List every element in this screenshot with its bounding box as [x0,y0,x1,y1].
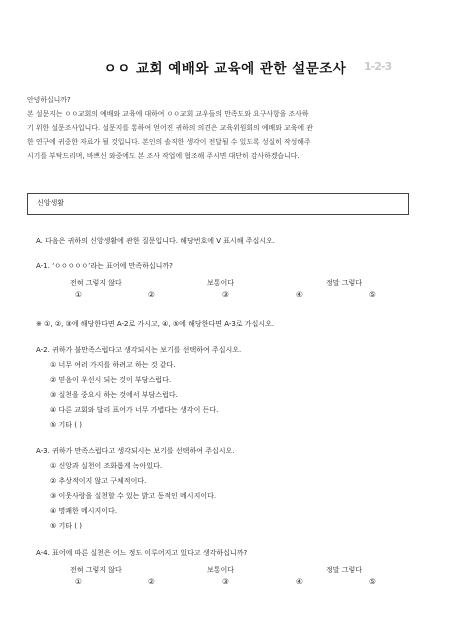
part-a-instruction: A. 다음은 귀하의 신앙생활에 관한 질문입니다. 해당번호에 V 표시해 주십시오. [36,237,276,245]
a4-option-5[interactable]: ⑤ [369,577,376,586]
a1-option-5[interactable]: ⑤ [369,290,376,299]
scale-label-low: 전혀 그렇지 않다 [70,279,122,287]
a4-option-4[interactable]: ④ [296,577,303,586]
a3-option-1[interactable]: ① 신앙과 실천이 조화롭게 녹아있다. [50,462,163,470]
a4-option-2[interactable]: ② [148,577,155,586]
a2-option-3[interactable]: ③ 실천을 중요시 하는 것에서 부담스럽다. [50,391,178,399]
a3-option-2[interactable]: ② 추상적이지 않고 구체적이다. [50,477,147,485]
branch-note: ※ ①, ②, ③에 해당한다면 A-2로 가시고, ④, ⑤에 해당한다면 A-3로 가십시오. [36,320,275,328]
a4-scale-label-mid: 보통이다 [207,566,235,574]
a1-option-3[interactable]: ③ [222,290,229,299]
greeting: 안녕하십니까? [27,96,71,104]
question-a3: A-3. 귀하가 만족스럽다고 생각되시는 보기를 선택하여 주십시오. [36,447,235,455]
a4-scale-label-high: 정말 그렇다 [326,566,363,574]
section-label: 신앙생활 [37,199,65,207]
a4-scale-label-low: 전혀 그렇지 않다 [70,566,122,574]
a3-option-3[interactable]: ③ 이웃사랑을 실천할 수 있는 밝고 동적인 메시지이다. [50,492,217,500]
question-a1: A-1. ‘ㅇㅇㅇㅇㅇ’라는 표어에 만족하십니까? [36,262,173,270]
question-a2: A-2. 귀하가 불만족스럽다고 생각되시는 보기를 선택하여 주십시오. [36,346,242,354]
survey-title: ㅇㅇ 교회 예배와 교육에 관한 설문조사 [103,61,347,77]
intro-line-1: 본 설문지는 ㅇㅇ교회의 예배와 교육에 대하여 ㅇㅇ교회 교우들의 만족도와 요구사항을 조사하 [27,110,309,118]
faint-stamp-mark: 1-2-3 [364,60,392,73]
a4-option-3[interactable]: ③ [222,577,229,586]
a2-option-2[interactable]: ② 믿음이 우선시 되는 것이 부담스럽다. [50,376,172,384]
a4-option-1[interactable]: ① [75,577,82,586]
section-header-box [27,193,409,215]
scale-label-high: 정말 그렇다 [326,279,363,287]
a3-option-4[interactable]: ④ 명쾌한 메시지이다. [50,507,118,515]
a1-option-1[interactable]: ① [75,290,82,299]
a2-option-1[interactable]: ① 너무 여러 가지를 하려고 하는 것 같다. [50,361,176,369]
a2-option-4[interactable]: ④ 다른 교회와 달리 표어가 너무 가볍다는 생각이 든다. [50,406,219,414]
a1-option-2[interactable]: ② [148,290,155,299]
a3-option-5[interactable]: ⑤ 기타 ( ) [50,522,82,530]
question-a4: A-4. 표어에 따른 실천은 어느 정도 이루어지고 있다고 생각하십니까? [36,549,248,557]
a1-option-4[interactable]: ④ [296,290,303,299]
a2-option-5[interactable]: ⑤ 기타 ( ) [50,421,82,429]
intro-line-3: 한 연구에 귀중한 자료가 될 것입니다. 본인의 솔직한 생각이 전달될 수 있도록 성실히 작성해주 [27,138,311,146]
intro-line-4: 시기를 부탁드리며, 바쁘신 와중에도 본 조사 작업에 협조해 주시면 대단히 감사하겠습니다. [27,152,300,160]
intro-line-2: 기 위한 설문조사입니다. 설문지를 통하여 얻어진 귀하의 의견은 교육위원회의 예배와 교육에 관 [27,124,313,132]
scale-label-mid: 보통이다 [207,279,235,287]
